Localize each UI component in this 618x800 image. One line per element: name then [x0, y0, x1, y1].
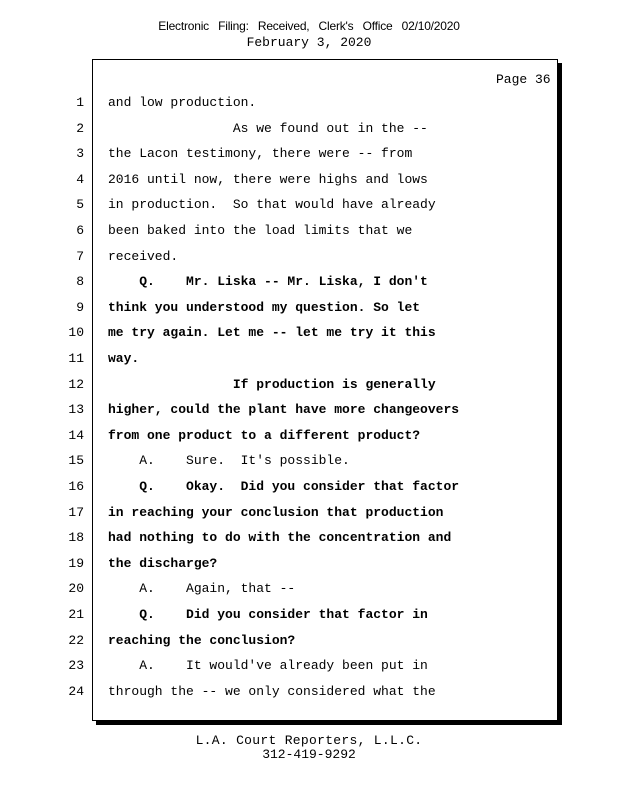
transcript-date: February 3, 2020: [246, 35, 372, 50]
line-number: 3: [76, 146, 84, 161]
line-number: 19: [68, 556, 84, 571]
line-number: 17: [68, 505, 84, 520]
court-reporter-name: L.A. Court Reporters, L.L.C.: [195, 733, 423, 748]
line-text: If production is generally: [108, 377, 436, 392]
line-text: from one product to a different product?: [108, 428, 421, 443]
line-text: and low production.: [108, 95, 257, 110]
line-number: 11: [68, 351, 84, 366]
line-text: think you understood my question. So let: [108, 300, 421, 315]
line-text: higher, could the plant have more changeovers: [108, 402, 460, 417]
line-text: way.: [108, 351, 140, 366]
line-text: in production. So that would have already: [108, 197, 436, 212]
line-text: received.: [108, 249, 179, 264]
line-text: A. It would've already been put in: [108, 658, 428, 673]
line-number: 6: [76, 223, 84, 238]
line-number: 7: [76, 249, 84, 264]
line-text: the discharge?: [108, 556, 218, 571]
line-text: As we found out in the --: [108, 121, 428, 136]
line-text: Q. Okay. Did you consider that factor: [108, 479, 460, 494]
line-number: 1: [76, 95, 84, 110]
line-number: 23: [68, 658, 84, 673]
line-text: me try again. Let me -- let me try it this: [108, 325, 436, 340]
line-number: 5: [76, 197, 84, 212]
line-number: 8: [76, 274, 84, 289]
court-reporter-phone: 312-419-9292: [262, 747, 356, 762]
line-text: reaching the conclusion?: [108, 633, 296, 648]
line-number: 13: [68, 402, 84, 417]
line-number: 24: [68, 684, 84, 699]
line-number: 15: [68, 453, 84, 468]
line-number: 20: [68, 581, 84, 596]
line-number: 16: [68, 479, 84, 494]
page-number: Page 36: [496, 72, 551, 87]
filing-stamp: Electronic Filing: Received, Clerk's Office 02/10/2020: [158, 19, 460, 33]
line-text: been baked into the load limits that we: [108, 223, 413, 238]
line-number: 10: [68, 325, 84, 340]
line-number: 14: [68, 428, 84, 443]
line-number: 22: [68, 633, 84, 648]
line-number: 2: [76, 121, 84, 136]
line-text: Q. Mr. Liska -- Mr. Liska, I don't: [108, 274, 428, 289]
line-number: 12: [68, 377, 84, 392]
line-text: A. Again, that --: [108, 581, 296, 596]
line-text: had nothing to do with the concentration and: [108, 530, 452, 545]
line-number: 18: [68, 530, 84, 545]
line-number: 9: [76, 300, 84, 315]
line-text: 2016 until now, there were highs and lows: [108, 172, 428, 187]
line-text: through the -- we only considered what the: [108, 684, 436, 699]
line-text: in reaching your conclusion that production: [108, 505, 444, 520]
line-number: 4: [76, 172, 84, 187]
line-number: 21: [68, 607, 84, 622]
line-text: the Lacon testimony, there were -- from: [108, 146, 413, 161]
line-text: A. Sure. It's possible.: [108, 453, 350, 468]
line-text: Q. Did you consider that factor in: [108, 607, 428, 622]
